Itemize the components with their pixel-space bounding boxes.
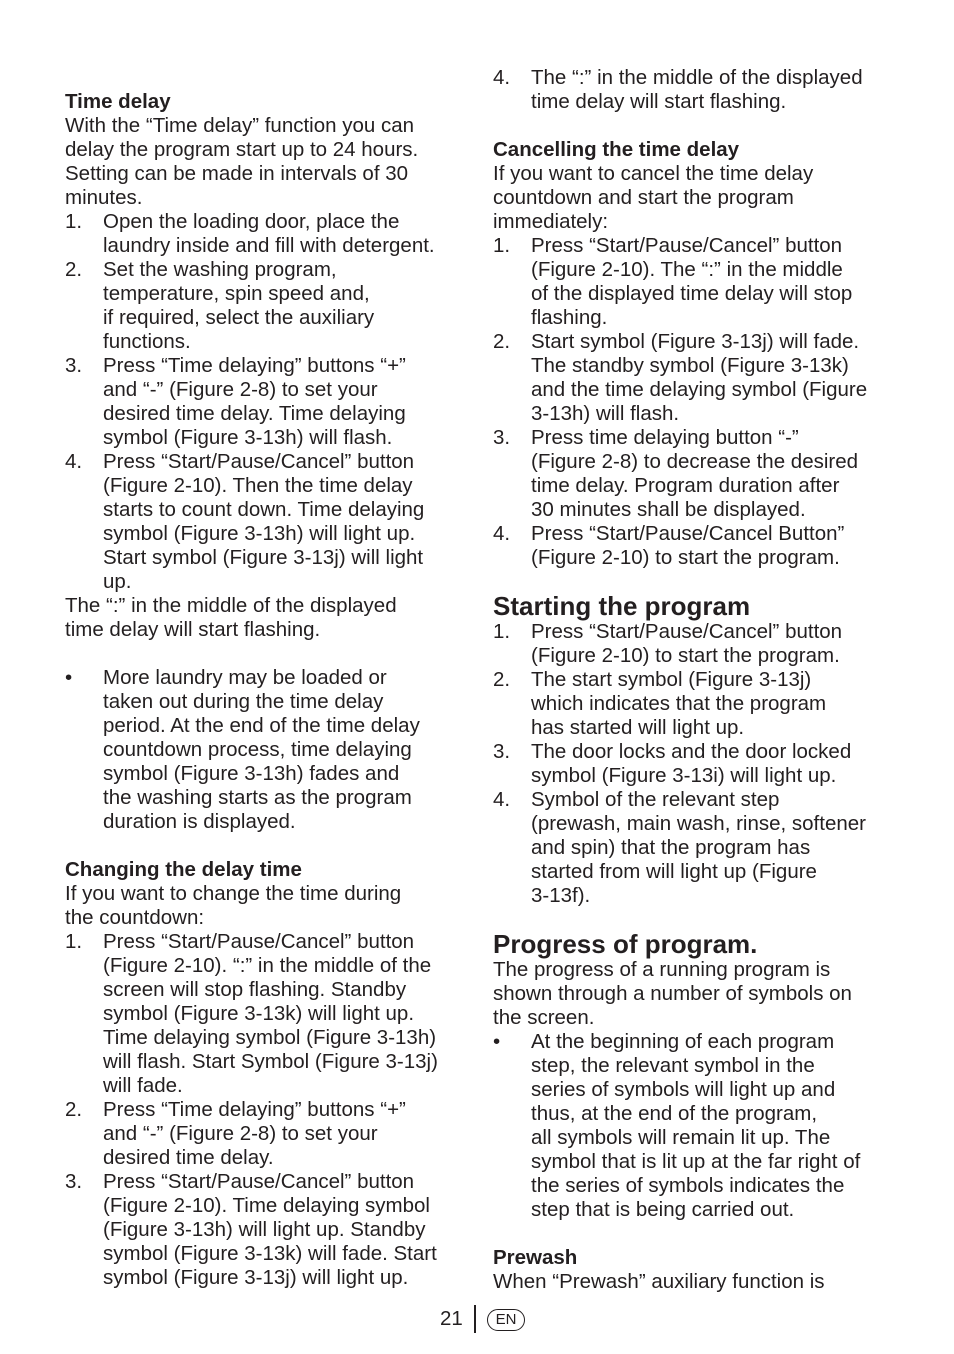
starting-program-steps (493, 620, 898, 908)
changing-delay-heading: Changing the delay time (65, 858, 302, 881)
step-text (103, 258, 374, 353)
step-text (531, 668, 826, 739)
text-line: Press “Start/Pause/Cancel” button (103, 930, 415, 953)
text-line: and the time delaying symbol (Figure (531, 378, 868, 401)
text-line: If you want to change the time during (65, 882, 402, 905)
text-line: the countdown: (65, 906, 205, 929)
text-line: More laundry may be loaded or (103, 666, 387, 689)
text-line: Press “Time delaying” buttons “+” (103, 1098, 406, 1121)
list-item (493, 620, 898, 668)
starting-program-heading: Starting the program (493, 591, 751, 621)
text-line: will flash. Start Symbol (Figure 3-13j) (103, 1050, 438, 1073)
text-line: flashing. (531, 306, 608, 329)
text-line: series of symbols will light up and (531, 1078, 836, 1101)
text-line: (Figure 2-10) to start the program. (531, 546, 840, 569)
list-item (493, 426, 898, 522)
text-line: If you want to cancel the time delay (493, 162, 814, 185)
list-item (65, 1098, 465, 1170)
progress-heading: Progress of program. (493, 929, 758, 959)
time-delay-after (65, 594, 465, 642)
prewash-intro (493, 1270, 898, 1294)
bullet-text (103, 666, 420, 833)
progress-bullet (493, 1030, 898, 1222)
text-line: Setting can be made in intervals of 30 (65, 162, 409, 185)
step-number: 3. (493, 740, 511, 763)
step-number: 2. (493, 668, 511, 691)
text-line: Start symbol (Figure 3-13j) will fade. (531, 330, 860, 353)
cancelling-intro (493, 162, 898, 234)
text-line: symbol (Figure 3-13k) will light up. (103, 1002, 415, 1025)
step-number: 3. (65, 354, 83, 377)
changing-delay-steps (65, 930, 465, 1290)
left-column (65, 0, 465, 1290)
bullet-mark: • (65, 666, 73, 689)
step-number: 1. (493, 234, 511, 257)
text-line: laundry inside and fill with detergent. (103, 234, 435, 257)
step-text (531, 740, 851, 787)
text-line: symbol that is lit up at the far right of (531, 1150, 861, 1173)
page-number: 21 (440, 1307, 463, 1330)
list-item (493, 330, 898, 426)
text-line: the washing starts as the program (103, 786, 412, 809)
text-line: of the displayed time delay will stop (531, 282, 853, 305)
text-line: Press “Start/Pause/Cancel” button (103, 1170, 415, 1193)
bullet-text (531, 1030, 860, 1221)
text-line: thus, at the end of the program, (531, 1102, 818, 1125)
progress-intro (493, 958, 898, 1030)
step-text (531, 426, 858, 521)
text-line: step that is being carried out. (531, 1198, 795, 1221)
text-line: countdown process, time delaying (103, 738, 412, 761)
step-number: 4. (493, 522, 511, 545)
text-line: shown through a number of symbols on (493, 982, 852, 1005)
text-line: time delay. Program duration after (531, 474, 840, 497)
text-line: time delay will start flashing. (65, 618, 321, 641)
step-number: 2. (65, 1098, 83, 1121)
text-line: immediately: (493, 210, 609, 233)
text-line: and “-” (Figure 2-8) to set your (103, 378, 378, 401)
text-line: functions. (103, 330, 191, 353)
text-line: The “:” in the middle of the displayed (531, 66, 863, 89)
list-item (493, 522, 898, 570)
time-delay-steps (65, 210, 465, 594)
footer-divider (474, 1305, 476, 1333)
text-line: delay the program start up to 24 hours. (65, 138, 419, 161)
list-item (65, 1170, 465, 1290)
text-line: Press “Time delaying” buttons “+” (103, 354, 406, 377)
step-text (531, 330, 867, 425)
text-line: and spin) that the program has (531, 836, 811, 859)
list-item (65, 210, 465, 258)
language-badge: EN (487, 1309, 525, 1331)
text-line: Press “Start/Pause/Cancel Button” (531, 522, 845, 545)
step-text (103, 450, 424, 593)
text-line: temperature, spin speed and, (103, 282, 370, 305)
step-text (103, 1098, 406, 1169)
step-text (103, 210, 435, 257)
text-line: symbol (Figure 3-13k) will fade. Start (103, 1242, 437, 1265)
text-line: symbol (Figure 3-13h) will light up. (103, 522, 416, 545)
time-delay-bullet (65, 666, 465, 834)
step-number: 2. (493, 330, 511, 353)
list-item (493, 66, 898, 114)
list-item (65, 450, 465, 594)
text-line: Start symbol (Figure 3-13j) will light (103, 546, 424, 569)
text-line: With the “Time delay” function you can (65, 114, 415, 137)
text-line: (Figure 2-8) to decrease the desired (531, 450, 859, 473)
text-line: (Figure 2-10). Then the time delay (103, 474, 413, 497)
text-line: screen will stop flashing. Standby (103, 978, 407, 1001)
list-item (493, 740, 898, 788)
text-line: Symbol of the relevant step (531, 788, 780, 811)
cancelling-heading: Cancelling the time delay (493, 138, 740, 161)
step-text (531, 788, 866, 907)
step-number: 4. (493, 66, 511, 89)
text-line: time delay will start flashing. (531, 90, 787, 113)
page-footer (0, 1305, 954, 1335)
step-number: 1. (65, 930, 83, 953)
text-line: period. At the end of the time delay (103, 714, 420, 737)
list-item (65, 930, 465, 1098)
step-text (103, 930, 438, 1097)
text-line: taken out during the time delay (103, 690, 384, 713)
text-line: has started will light up. (531, 716, 745, 739)
step-number: 4. (493, 788, 511, 811)
text-line: (Figure 2-10). Time delaying symbol (103, 1194, 430, 1217)
text-line: The progress of a running program is (493, 958, 831, 981)
text-line: (Figure 2-10). The “:” in the middle (531, 258, 843, 281)
text-line: symbol (Figure 3-13h) fades and (103, 762, 400, 785)
prewash-heading: Prewash (493, 1246, 578, 1269)
text-line: 3-13h) will flash. (531, 402, 680, 425)
text-line: Time delaying symbol (Figure 3-13h) (103, 1026, 437, 1049)
time-delay-heading: Time delay (65, 90, 171, 113)
text-line: symbol (Figure 3-13h) will flash. (103, 426, 393, 449)
step-number: 1. (65, 210, 83, 233)
text-line: The “:” in the middle of the displayed (65, 594, 397, 617)
step-text (531, 234, 852, 329)
text-line: desired time delay. (103, 1146, 274, 1169)
text-line: duration is displayed. (103, 810, 296, 833)
text-line: will fade. (103, 1074, 183, 1097)
list-item (493, 668, 898, 740)
right-column (493, 0, 898, 1294)
text-line: which indicates that the program (531, 692, 827, 715)
text-line: Press “Start/Pause/Cancel” button (103, 450, 415, 473)
list-item (65, 258, 465, 354)
text-line: (Figure 2-10). “:” in the middle of the (103, 954, 432, 977)
step-number: 2. (65, 258, 83, 281)
text-line: When “Prewash” auxiliary function is (493, 1270, 825, 1293)
text-line: Set the washing program, (103, 258, 337, 281)
list-item (493, 234, 898, 330)
time-delay-intro (65, 114, 465, 210)
text-line: and “-” (Figure 2-8) to set your (103, 1122, 378, 1145)
step-text (531, 66, 863, 113)
text-line: The start symbol (Figure 3-13j) (531, 668, 812, 691)
step-number: 4. (65, 450, 83, 473)
text-line: up. (103, 570, 132, 593)
text-line: step, the relevant symbol in the (531, 1054, 815, 1077)
text-line: minutes. (65, 186, 143, 209)
bullet-mark: • (493, 1030, 501, 1053)
text-line: At the beginning of each program (531, 1030, 835, 1053)
step-text (531, 522, 844, 569)
text-line: starts to count down. Time delaying (103, 498, 425, 521)
text-line: 3-13f). (531, 884, 591, 907)
text-line: desired time delay. Time delaying (103, 402, 406, 425)
changing-delay-intro (65, 882, 465, 930)
text-line: symbol (Figure 3-13j) will light up. (103, 1266, 409, 1289)
step-number: 3. (65, 1170, 83, 1193)
text-line: 30 minutes shall be displayed. (531, 498, 806, 521)
cancelling-steps (493, 234, 898, 570)
text-line: the screen. (493, 1006, 595, 1029)
list-item (493, 788, 898, 908)
text-line: Open the loading door, place the (103, 210, 400, 233)
text-line: the series of symbols indicates the (531, 1174, 845, 1197)
continued-step (493, 66, 898, 114)
text-line: countdown and start the program (493, 186, 794, 209)
text-line: symbol (Figure 3-13i) will light up. (531, 764, 837, 787)
step-text (103, 1170, 437, 1289)
step-number: 3. (493, 426, 511, 449)
text-line: all symbols will remain lit up. The (531, 1126, 831, 1149)
step-text (531, 620, 842, 667)
text-line: started from will light up (Figure (531, 860, 817, 883)
text-line: (prewash, main wash, rinse, softener (531, 812, 866, 835)
text-line: The door locks and the door locked (531, 740, 852, 763)
text-line: (Figure 3-13h) will light up. Standby (103, 1218, 426, 1241)
step-number: 1. (493, 620, 511, 643)
bullet-item (65, 666, 465, 834)
text-line: (Figure 2-10) to start the program. (531, 644, 840, 667)
text-line: Press “Start/Pause/Cancel” button (531, 620, 843, 643)
text-line: Press “Start/Pause/Cancel” button (531, 234, 843, 257)
text-line: Press time delaying button “-” (531, 426, 799, 449)
text-line: if required, select the auxiliary (103, 306, 375, 329)
list-item (65, 354, 465, 450)
text-line: The standby symbol (Figure 3-13k) (531, 354, 849, 377)
step-text (103, 354, 406, 449)
bullet-item (493, 1030, 898, 1222)
